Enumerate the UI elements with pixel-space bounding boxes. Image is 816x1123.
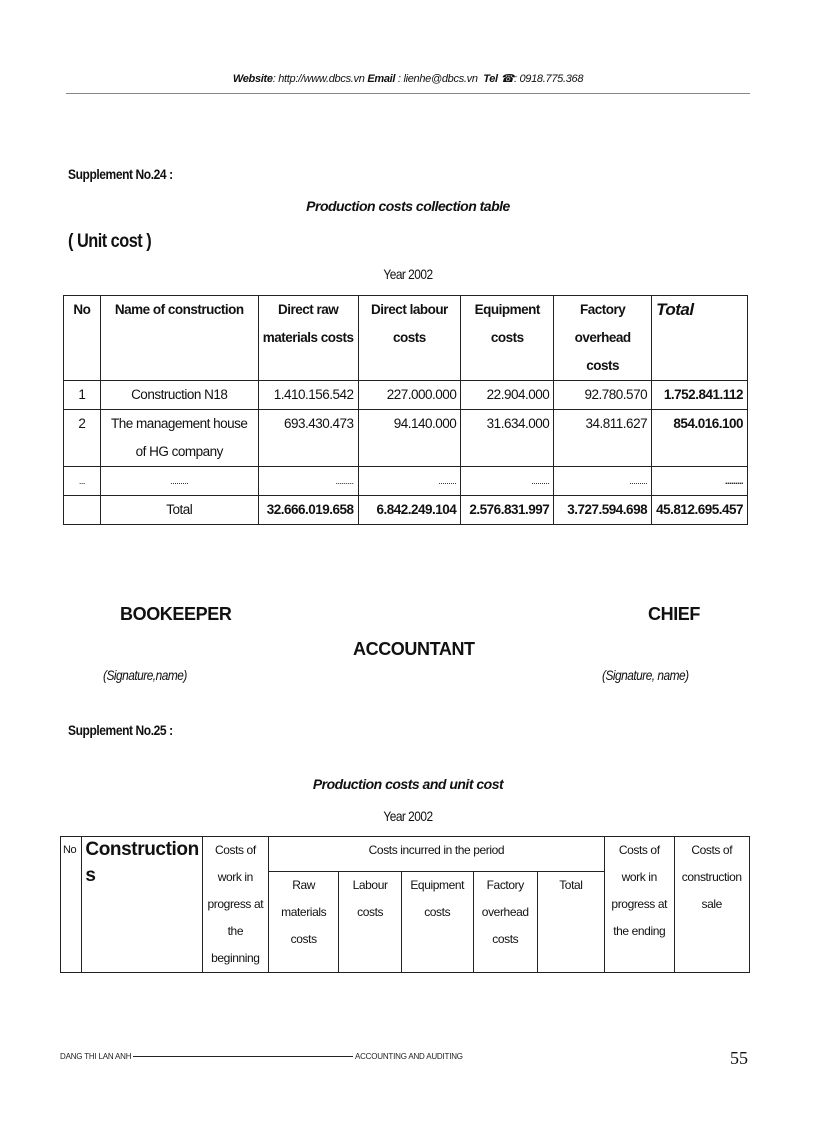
supplement-25-label: Supplement No.25 :: [68, 722, 173, 738]
cell-no: 2: [64, 410, 101, 467]
table-header-row: [64, 296, 748, 381]
supplement-24-label: Supplement No.24 :: [68, 166, 173, 182]
unit-cost-table: [60, 836, 750, 973]
cell-total: 1.752.841.112: [652, 381, 748, 410]
cell-labour: .........: [358, 467, 461, 496]
col-wip-begin: Costs of work in progress at the beginning: [202, 837, 268, 973]
page-number: 55: [730, 1048, 748, 1068]
cell-overhead: 34.811.627: [554, 410, 652, 467]
cell-labour: 94.140.000: [358, 410, 461, 467]
cell-raw: 32.666.019.658: [258, 496, 358, 525]
cell-total: 45.812.695.457: [652, 496, 748, 525]
tel-label: Tel: [483, 73, 498, 85]
table-row: [64, 381, 748, 410]
cell-equipment: .........: [461, 467, 554, 496]
cell-labour: 6.842.249.104: [358, 496, 461, 525]
col-raw: Direct raw materials costs: [258, 296, 358, 381]
table-row: [64, 467, 748, 496]
col-labour: Labour costs: [339, 871, 401, 972]
email-value[interactable]: : lienhe@dbcs.vn: [395, 73, 478, 85]
col-group-period: Costs incurred in the period: [268, 837, 604, 872]
supplement-24-year: Year 2002: [383, 266, 433, 282]
col-total: Total: [537, 871, 604, 972]
header-rule: [66, 93, 750, 94]
col-total: Total: [652, 296, 748, 381]
col-no: No: [64, 296, 101, 381]
chief-signature-note: (Signature, name): [602, 667, 689, 683]
email-label: Email: [367, 73, 396, 85]
phone-icon: ☎: [500, 73, 514, 85]
footer-rule: [133, 1056, 353, 1057]
page-header: [66, 72, 750, 85]
col-overhead: Factory overhead costs: [473, 871, 537, 972]
cell-total: .........: [652, 467, 748, 496]
cell-raw: 693.430.473: [258, 410, 358, 467]
total-row: [64, 496, 748, 525]
col-overhead: Factory overhead costs: [554, 296, 652, 381]
footer-left: DANG THI LAN ANH: [60, 1052, 132, 1061]
cell-no: 1: [64, 381, 101, 410]
footer-right: ACCOUNTING AND AUDITING: [354, 1052, 463, 1061]
cell-overhead: .........: [554, 467, 652, 496]
cell-no: ...: [64, 467, 101, 496]
col-sale: Costs of construction sale: [674, 837, 750, 973]
cell-name: The management house of HG company: [100, 410, 258, 467]
cell-labour: 227.000.000: [358, 381, 461, 410]
col-construction: Construction s: [82, 837, 202, 973]
col-equipment: Equipment costs: [401, 871, 473, 972]
col-raw: Raw materials costs: [268, 871, 339, 972]
cell-empty: [64, 496, 101, 525]
supplement-24-caption: Production costs collection table: [306, 198, 510, 214]
page-footer: [60, 1052, 463, 1061]
cell-equipment: 2.576.831.997: [461, 496, 554, 525]
cell-equipment: 22.904.000: [461, 381, 554, 410]
website-value[interactable]: : http://www.dbcs.vn: [272, 73, 365, 85]
cell-equipment: 31.634.000: [461, 410, 554, 467]
table-header-row: [61, 837, 750, 872]
bookkeeper-signature-note: (Signature,name): [103, 667, 187, 683]
col-wip-end: Costs of work in progress at the ending: [605, 837, 675, 973]
cell-name: .........: [100, 467, 258, 496]
cell-name: Construction N18: [100, 381, 258, 410]
cell-total: 854.016.100: [652, 410, 748, 467]
table-row: [64, 410, 748, 467]
chief-title: CHIEF: [648, 604, 701, 624]
col-equipment: Equipment costs: [461, 296, 554, 381]
cell-overhead: 3.727.594.698: [554, 496, 652, 525]
production-costs-table: [63, 295, 748, 525]
col-labour: Direct labour costs: [358, 296, 461, 381]
cell-raw: .........: [258, 467, 358, 496]
supplement-25-caption: Production costs and unit cost: [312, 776, 504, 792]
col-no: No: [61, 837, 82, 973]
cell-overhead: 92.780.570: [554, 381, 652, 410]
unit-cost-label: ( Unit cost ): [68, 231, 152, 252]
accountant-title: ACCOUNTANT: [353, 639, 475, 659]
cell-total-label: Total: [100, 496, 258, 525]
supplement-25-year: Year 2002: [383, 808, 433, 824]
col-name: Name of construction: [100, 296, 258, 381]
tel-value: : 0918.775.368: [513, 73, 584, 85]
bookkeeper-title: BOOKEEPER: [120, 604, 232, 624]
cell-raw: 1.410.156.542: [258, 381, 358, 410]
website-label: Website: [232, 73, 273, 85]
